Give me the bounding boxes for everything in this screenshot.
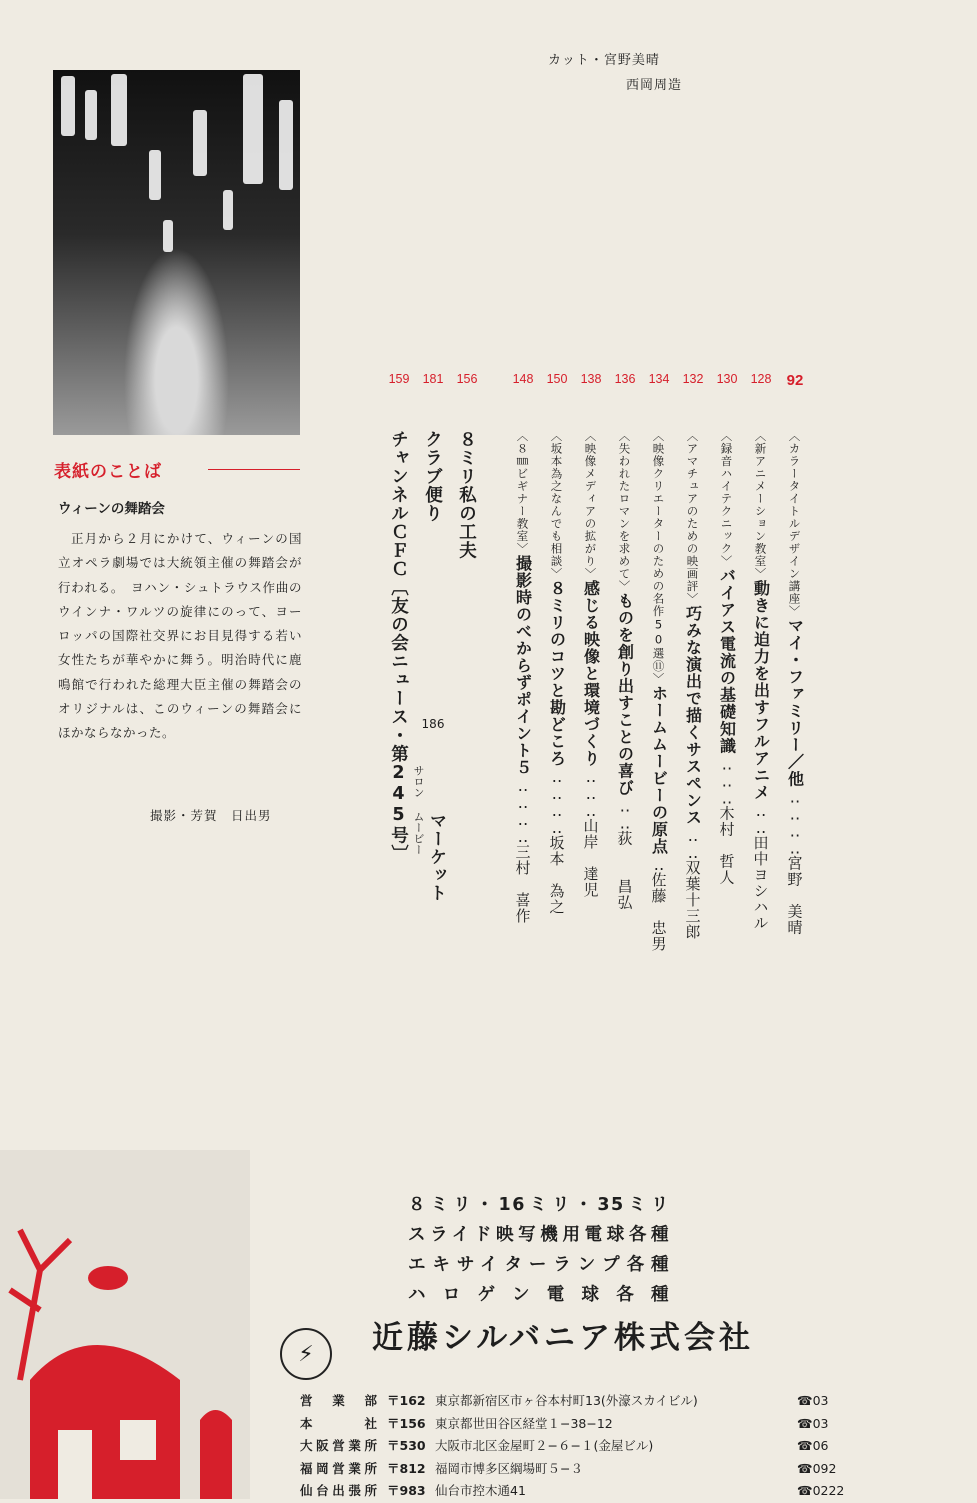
- office-dept: 営業部: [300, 1393, 377, 1408]
- office-zip: 〒530: [387, 1438, 426, 1453]
- company-logo: ⚡: [280, 1328, 332, 1380]
- toc-author: 双葉十三郎: [683, 860, 702, 940]
- toc-entry[interactable]: 150 〈坂本為之なんでも相談〉８ミリのコツと勘どころ‥‥‥‥坂本 為之: [540, 372, 574, 1142]
- toc-page: 130: [716, 372, 738, 386]
- office-zip: 〒156: [387, 1415, 426, 1431]
- toc-prefix: 〈カラータイトルデザイン講座〉: [787, 430, 802, 618]
- office-zip: 〒162: [387, 1393, 426, 1408]
- office-address: 大阪市北区金屋町２−６−１(金屋ビル): [435, 1438, 654, 1453]
- office-tel: ☎0222: [797, 1483, 845, 1498]
- toc-entry[interactable]: 136 〈失われたロマンを求めて〉ものを創り出すことの喜び‥‥荻 昌弘: [608, 372, 642, 1142]
- company-name: 近藤シルバニア株式会社: [372, 1320, 755, 1356]
- toc-author: 宮野 美晴: [785, 855, 804, 936]
- cover-photo: [53, 70, 300, 435]
- toc-page: 150: [546, 372, 568, 386]
- office-row: [300, 1413, 917, 1436]
- office-dept: 大阪営業所: [300, 1438, 377, 1453]
- credit-line-2: 西岡周造: [626, 78, 683, 93]
- cover-heading: 表紙のことば: [54, 462, 162, 482]
- toc-title: マイ・ファミリー／他: [785, 617, 805, 788]
- office-row: [300, 1458, 917, 1481]
- office-zip: 〒983: [387, 1483, 426, 1498]
- toc-prefix: 〈アマチュアのための映画評〉: [685, 430, 700, 605]
- office-row: [300, 1435, 917, 1458]
- toc-title: バイアス電流の基礎知識: [717, 567, 737, 755]
- toc-prefix: 〈８㎜ビギナー教室〉: [515, 430, 530, 555]
- office-address: 東京都世田谷区経堂１−38−12: [435, 1415, 613, 1431]
- toc-page: 132: [682, 372, 704, 386]
- product-line: スライド映写機用電球各種: [408, 1225, 670, 1245]
- office-address: 福岡市博多区綱場町５−３: [435, 1460, 583, 1476]
- toc-entry[interactable]: 134 〈映像クリエーターのための名作50選⑪〉ホームムービーの原点‥佐藤 忠男: [642, 372, 676, 1142]
- toc-entry[interactable]: 132 〈アマチュアのための映画評〉巧みな演出で描くサスペンス‥‥双葉十三郎: [676, 372, 710, 1142]
- advertisement: [0, 1150, 977, 1499]
- toc-page: 138: [580, 372, 602, 386]
- toc-title: 感じる映像と環境づくり: [581, 580, 601, 767]
- toc-title: クラブ便り: [422, 430, 443, 523]
- toc-author: 田中ヨシハル: [751, 835, 770, 931]
- toc-author: 山岸 達児: [581, 818, 600, 898]
- side-page: 186: [421, 717, 445, 731]
- toc-prefix: 〈新アニメーション教室〉: [753, 430, 768, 580]
- office-dept: 福岡営業所: [300, 1460, 377, 1476]
- toc-entry[interactable]: 92 〈カラータイトルデザイン講座〉マイ・ファミリー／他‥‥‥‥宮野 美晴: [778, 372, 812, 1142]
- table-of-contents: [382, 372, 812, 1142]
- toc-page: 148: [512, 372, 534, 386]
- toc-prefix: 〈坂本為之なんでも相談〉: [549, 430, 564, 580]
- office-tel: ☎03: [797, 1393, 829, 1408]
- toc-title: ものを創り出すことの喜び: [615, 592, 635, 797]
- office-dept: 本社: [300, 1415, 377, 1431]
- office-list: [300, 1390, 917, 1503]
- toc-entry[interactable]: 148 〈８㎜ビギナー教室〉撮影時のべからずポイント５‥‥‥‥三村 喜作: [506, 372, 540, 1142]
- toc-author: 佐藤 忠男: [649, 872, 668, 952]
- toc-title: 巧みな演出で描くサスペンス: [683, 605, 703, 826]
- toc-author: 木村 哲人: [717, 805, 736, 886]
- toc-title: ８ミリ私の工夫: [456, 430, 477, 560]
- toc-entry[interactable]: [412, 372, 450, 1142]
- office-dept: 仙台出張所: [300, 1483, 377, 1498]
- credit-line-1: カット・宮野美晴: [548, 53, 660, 68]
- office-tel: ☎092: [797, 1460, 837, 1476]
- office-row: [300, 1480, 917, 1503]
- side-prefix: サロン ムービー: [412, 765, 425, 855]
- product-lines: [408, 1190, 670, 1310]
- toc-entry[interactable]: [382, 372, 416, 1142]
- toc-page: 128: [750, 372, 772, 386]
- toc-entry[interactable]: [450, 372, 484, 1142]
- toc-page: 92: [786, 372, 804, 389]
- toc-page: 136: [614, 372, 636, 386]
- toc-title: ８ミリのコツと勘どころ: [547, 580, 567, 767]
- side-title: マーケット: [426, 812, 446, 902]
- toc-entry[interactable]: 128 〈新アニメーション教室〉動きに迫力を出すフルアニメ‥‥田中ヨシハル: [744, 372, 778, 1142]
- heading-rule: [208, 469, 300, 470]
- office-address: 東京都新宿区市ヶ谷本村町13(外濠スカイビル): [435, 1393, 698, 1408]
- product-line: エキサイターランプ各種: [408, 1255, 670, 1275]
- cut-credits: [548, 48, 682, 98]
- toc-title: ホームムービーの原点: [649, 685, 669, 855]
- toc-prefix: 〈映像メディアの拡がり〉: [583, 430, 598, 580]
- cover-body: 正月から２月にかけて、ウィーンの国立オペラ劇場では大統領主催の舞踏会が行われる。 ヨハン・シュトラウス作曲のウインナ・ワルツの旋律にのって、ヨーロッパの国際社交界にお目見得する若い女性たちが華やかに舞う。明治時代に鹿鳴館で行われた総理大臣主催の舞踏会のオリジナルは、このウィーンの舞踏会にほかならなかった。: [58, 531, 302, 741]
- toc-title: 撮影時のべからずポイント５: [513, 555, 533, 776]
- office-zip: 〒812: [387, 1460, 426, 1476]
- toc-entry[interactable]: 138 〈映像メディアの拡がり〉感じる映像と環境づくり‥‥‥山岸 達児: [574, 372, 608, 1142]
- toc-page: 181: [422, 372, 444, 386]
- cover-subtitle: ウィーンの舞踏会: [58, 501, 165, 517]
- toc-page: 159: [388, 372, 410, 386]
- office-tel: ☎06: [797, 1438, 829, 1453]
- toc-prefix: 〈録音ハイテクニック〉: [719, 430, 734, 568]
- toc-page: 156: [456, 372, 478, 386]
- product-line: ８ミリ・16ミリ・35ミリ: [408, 1195, 670, 1215]
- toc-author: 坂本 為之: [547, 835, 566, 915]
- office-row: [300, 1390, 917, 1413]
- toc-author: 三村 喜作: [513, 844, 532, 924]
- toc-prefix: 〈映像クリエーターのための名作50選⑪〉: [651, 430, 666, 685]
- office-address: 仙台市控木通41: [435, 1483, 526, 1498]
- toc-title: チャンネルＣＦＣ〔友の会ニュース・第245号〕: [388, 430, 409, 863]
- toc-entry[interactable]: 130 〈録音ハイテクニック〉バイアス電流の基礎知識‥‥‥木村 哲人: [710, 372, 744, 1142]
- cover-photo-credit: 撮影・芳賀 日出男: [150, 808, 272, 823]
- office-tel: ☎03: [797, 1415, 829, 1431]
- product-line: ハロゲン電球各種: [408, 1285, 670, 1305]
- toc-author: 荻 昌弘: [615, 830, 634, 911]
- toc-title: 動きに迫力を出すフルアニメ: [751, 580, 771, 801]
- toc-prefix: 〈失われたロマンを求めて〉: [617, 430, 632, 593]
- woodcut-illustration: [0, 1150, 250, 1499]
- toc-page: 134: [648, 372, 670, 386]
